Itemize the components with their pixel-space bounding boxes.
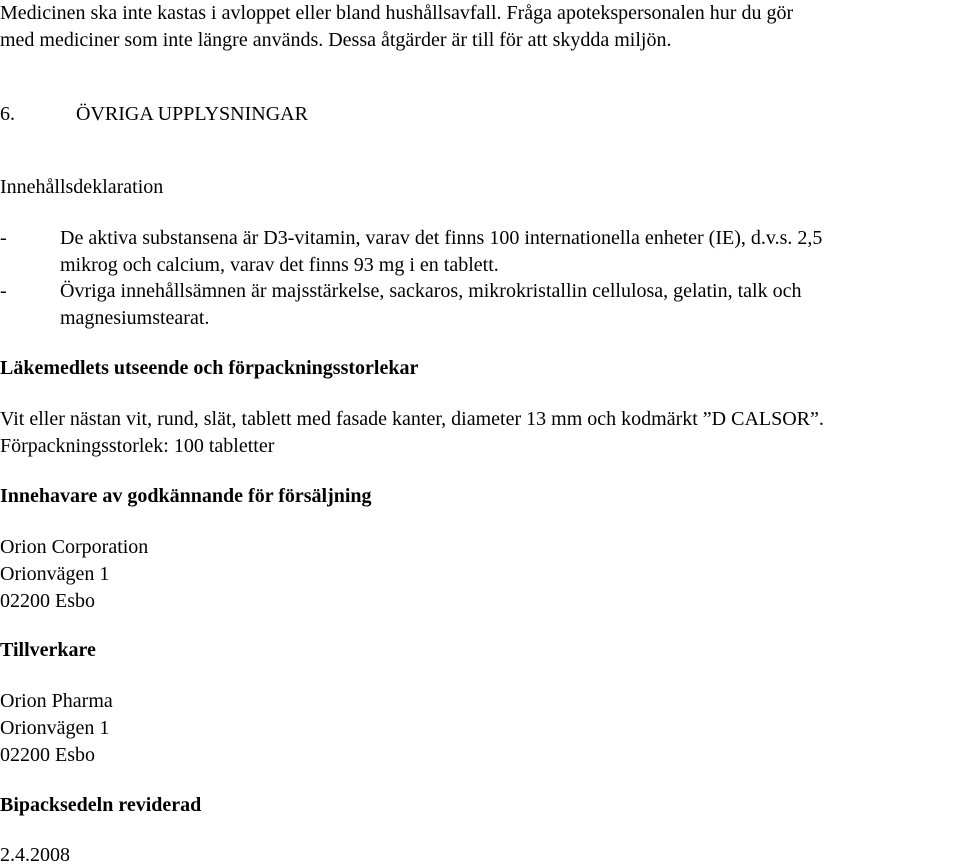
bullet-dash: -: [0, 227, 7, 249]
contents-item-2-line-2: magnesiumstearat.: [60, 307, 210, 329]
contents-item-1-line-2: mikrog och calcium, varav det finns 93 mg i en tablett.: [60, 254, 499, 276]
manufacturer-city: 02200 Esbo: [0, 744, 95, 766]
section-heading: [0, 101, 308, 127]
holder-street: Orionvägen 1: [0, 563, 110, 585]
appearance-line-2: Förpackningsstorlek: 100 tabletter: [0, 435, 275, 457]
appearance-line-1: Vit eller nästan vit, rund, slät, tablett med fasade kanter, diameter 13 mm och kodmärkt ”D CALSOR”.: [0, 408, 824, 430]
holder-city: 02200 Esbo: [0, 590, 95, 612]
contents-item-2-line-1: Övriga innehållsämnen är majsstärkelse, sackaros, mikrokristallin cellulosa, gelatin, talk och: [60, 280, 802, 302]
manufacturer-heading: Tillverkare: [0, 639, 96, 661]
holder-name: Orion Corporation: [0, 536, 149, 558]
bullet-dash: -: [0, 280, 7, 302]
revision-heading: Bipacksedeln reviderad: [0, 794, 202, 816]
revision-date: 2.4.2008: [0, 844, 70, 866]
manufacturer-name: Orion Pharma: [0, 690, 113, 712]
intro-line-1: Medicinen ska inte kastas i avloppet eller bland hushållsavfall. Fråga apotekspersonalen hur du gör: [0, 2, 794, 24]
appearance-heading: Läkemedlets utseende och förpackningsstorlekar: [0, 357, 419, 379]
section-title: ÖVRIGA UPPLYSNINGAR: [76, 103, 308, 125]
intro-line-2: med mediciner som inte längre används. Dessa åtgärder är till för att skydda miljön.: [0, 29, 672, 51]
section-number: 6.: [0, 103, 15, 125]
manufacturer-street: Orionvägen 1: [0, 717, 110, 739]
holder-heading: Innehavare av godkännande för försäljning: [0, 485, 372, 507]
contents-heading: Innehållsdeklaration: [0, 176, 164, 198]
contents-item-1-line-1: De aktiva substansena är D3-vitamin, varav det finns 100 internationella enheter (IE), d.v.s. 2,5: [60, 227, 823, 249]
